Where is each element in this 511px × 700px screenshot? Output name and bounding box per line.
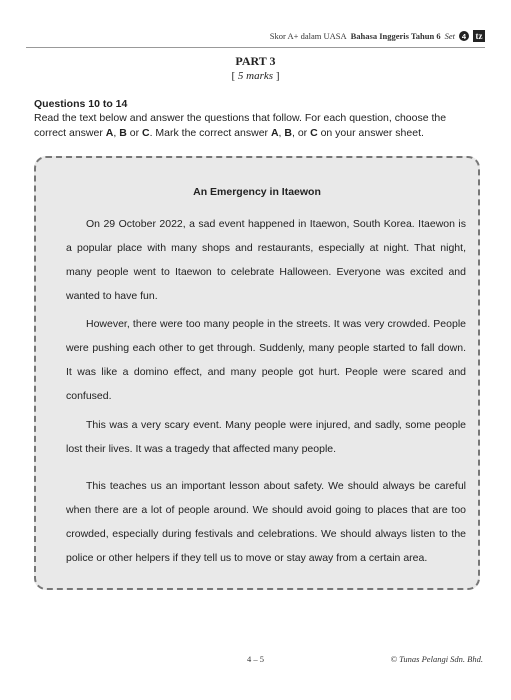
marks-open-bracket: [	[231, 70, 236, 82]
instructions-text	[34, 111, 480, 141]
book-title: Bahasa Inggeris Tahun 6	[350, 31, 441, 41]
set-label: Set	[444, 31, 455, 41]
marks-value: 5 marks	[237, 70, 274, 82]
option-c-label: C	[310, 127, 318, 139]
part-title: PART 3	[235, 54, 276, 68]
questions-heading: Questions 10 to 14	[34, 98, 128, 110]
paragraph-text: This was a very scary event. Many people were injured, and sadly, some people lost their lives. It was a tragedy that affected many people.	[66, 419, 466, 455]
paragraph-text: However, there were too many people in the streets. It was very crowded. People were pushing each other to get through. Suddenly, many people started to fall down. It was like a domino effect, and many people got hurt. People were scared and confused.	[66, 318, 466, 402]
publisher-logo-icon: tz	[473, 30, 485, 42]
copyright-notice: © Tunas Pelangi Sdn. Bhd.	[390, 654, 483, 664]
passage-title: An Emergency in Itaewon	[193, 186, 321, 198]
running-header	[270, 26, 485, 46]
passage-paragraph	[66, 413, 466, 461]
paragraph-text: This teaches us an important lesson about safety. We should always be careful when there are a lot of people around. We should avoid going to places that are too crowded, especially during festivals and celebrations. We should always listen to the police or other helpers if they tell us to move or stay away from a certain area.	[66, 480, 466, 564]
instr-part: . Mark the correct answer	[149, 127, 271, 139]
option-b-label: B	[119, 127, 127, 139]
passage-paragraph	[66, 212, 466, 308]
option-a-label: A	[270, 127, 279, 139]
passage-paragraph	[66, 312, 466, 408]
option-b-label: B	[284, 127, 292, 139]
instr-part: Read the text below and answer the questions that follow. For each question, choose the correct answer	[34, 112, 447, 139]
set-number-badge: 4	[459, 31, 469, 41]
instr-sep: , or	[291, 127, 311, 139]
header-divider	[26, 47, 485, 48]
instr-sep: ,	[278, 127, 285, 139]
passage-body	[42, 164, 472, 582]
marks-close-bracket: ]	[275, 70, 280, 82]
reading-passage-panel	[34, 156, 480, 590]
option-c-label: C	[141, 127, 150, 139]
passage-paragraph	[66, 474, 466, 570]
instr-part: on your answer sheet.	[317, 127, 424, 139]
page-number: 4 – 5	[247, 654, 264, 664]
paragraph-text: On 29 October 2022, a sad event happened in Itaewon, South Korea. Itaewon is a popular place with many shops and restaurants, especially at night. That night, many people went to Itaewon to celebrate Halloween. Everyone was excited and wanted to have fun.	[66, 218, 466, 302]
book-prefix: Skor A+ dalam UASA	[269, 31, 347, 41]
option-a-label: A	[105, 127, 114, 139]
instr-sep: ,	[113, 127, 120, 139]
instr-sep: or	[126, 127, 142, 139]
part-marks	[0, 70, 511, 82]
